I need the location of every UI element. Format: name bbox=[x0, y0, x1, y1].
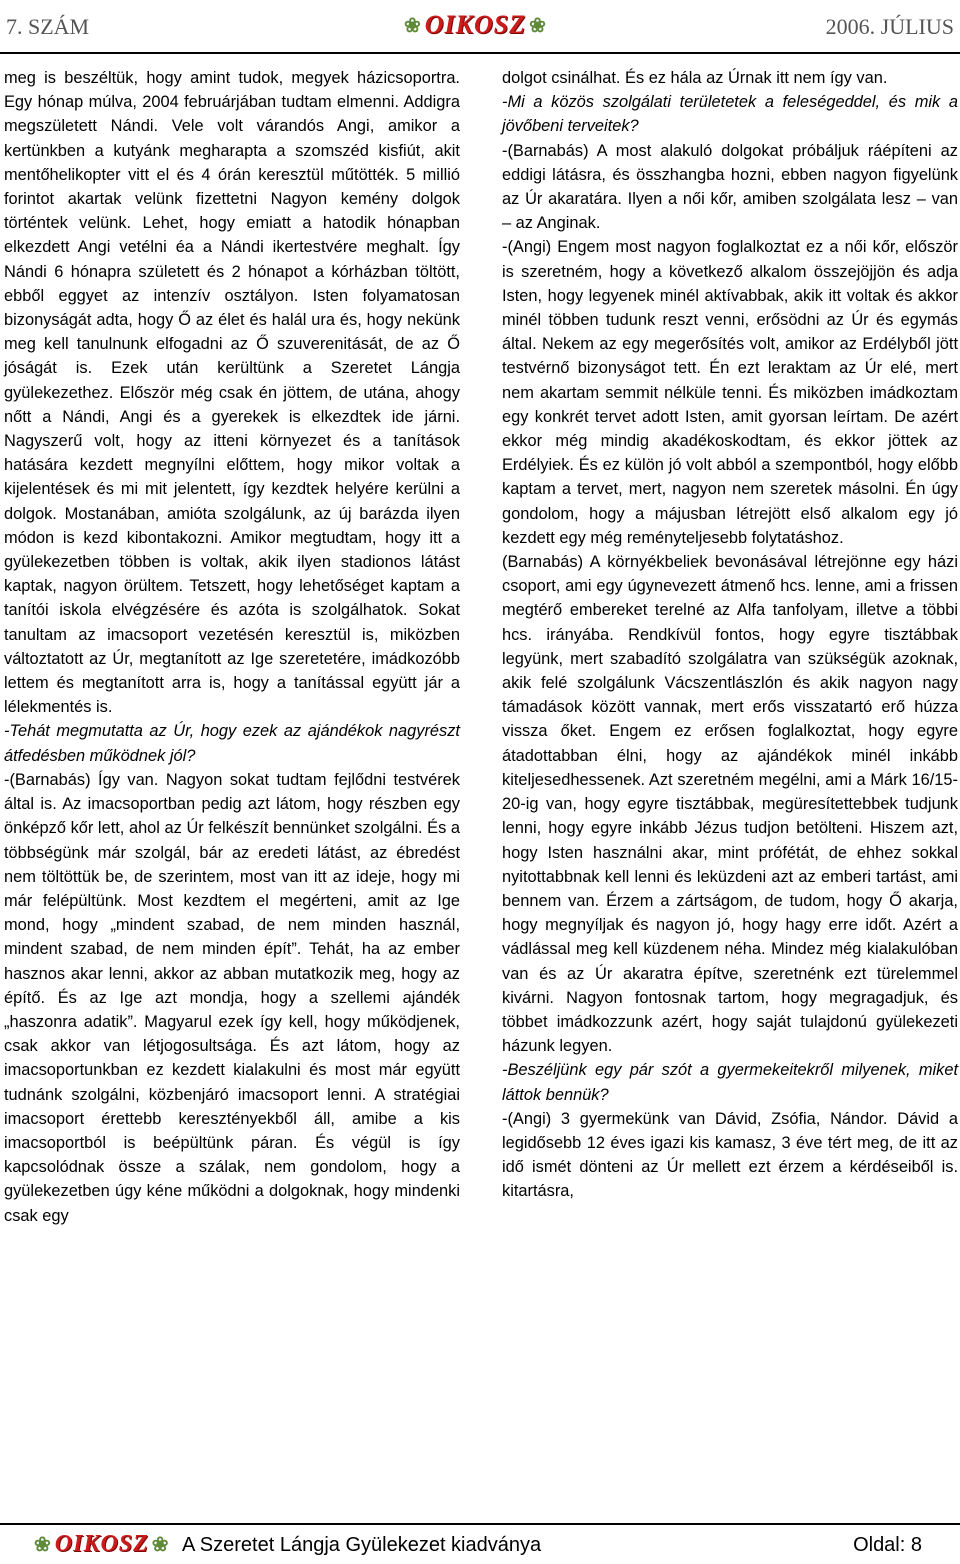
issue-number: 7. SZÁM bbox=[6, 14, 90, 39]
paragraph: -(Angi) Engem most nagyon foglalkoztat ez a női kőr, először is szeretném, hogy a következő alkalom összejöjjön és adja Isten, hogy legyenek minél aktívabbak, akik itt voltak és akkor minél többen tudunk reszt venni, erősödni az Úr és egymás által. Nekem az egy megerősítés volt, amikor az Erdélyből jött testvérnő bizonyságot tett. Én ezt leraktam az Úr elé, mert nem akartam semmit nélküle tenni. És miközben imádkoztam egy konkrét tervet adott Isten, amit gyorsan leírtam. De azért ekkor még mindig akadékoskodtam, és ekkor jöttek az Erdélyiek. És ez külön jó volt abból a szempontból, hogy előbb kaptam a tervet, mert, nagyon nem szeretek másolni. Én úgy gondolom, hogy a májusban létrejött első alkalom egy jó kezdett egy még reményteljesebb folytatáshoz. bbox=[502, 238, 958, 547]
header-divider bbox=[0, 52, 960, 54]
paragraph: meg is beszéltük, hogy amint tudok, megyek házicsoportra. Egy hónap múlva, 2004 februárjában tudtam elmenni. Addigra megszületett Nándi. Vele volt várandós Angi, amikor a kertünkben a kutyánk megharapta a szomszéd kisfiút, akit mentőhelikopter vitt el és 4 órán keresztül műtötték. 5 millió forintot akartak velünk fizettetni Nagyon kemény dolgok történtek velünk. Lehet, hogy emiatt a hatodik hónapban elkezdett Angi vetélni éa a Nándi ikertestvére meghalt. Így Nándi 6 hónapra született és 2 hónapot a kórházban töltött, ebből eggyet az intenzív osztályon. Isten folyamatosan bizonyságát adta, hogy Ő az élet és halál ura és, hogy nekünk meg kell tanulnunk elfogadni az Ő szuverenitását, de az Ő jóságát is. Ezek után kerültünk a Szeretet Lángja gyülekezethez. Először még csak én jöttem, de utána, ahogy nőtt a Nándi, Angi és a gyerekek is elkezdtek ide járni. Nagyszerű volt, hogy az itteni környezet és a tanítások hatására kezdett megnyílni előttem, hogy mikor voltak a kijelentések és mi mit jelentett, így kezdtek helyére kerülni a dolgok. Mostanában, amióta szolgálunk, az új barázda ilyen módon is kezd kibontakozni. Amikor megtudtam, hogy itt a gyülekezetben többen is voltak, akik ilyen stadionos látást kaptak, nagyon örültem. Tetszett, hogy lehetőséget kaptam a tanítói iskola elvégzésére és azóta is szolgálhatok. Sokat tanultam az imacsoport vezetésén keresztül is, miközben változtatott az Úr, megtanított az Ige szeretetére, imádkozóbb lettem és megtanított arra is, hogy a tanítással együtt jár a lélekmentés is. bbox=[4, 69, 460, 717]
issue-date: 2006. JÚLIUS bbox=[825, 14, 954, 39]
leaf-icon: ❀ bbox=[151, 1534, 170, 1556]
interview-question: -Tehát megmutatta az Úr, hogy ezek az ajándékok nagyrészt átfedésben működnek jól? bbox=[4, 722, 460, 765]
logo-text: OIKOSZ bbox=[424, 10, 527, 39]
logo-text: OIKOSZ bbox=[54, 1531, 149, 1557]
paragraph: -(Barnabás) Így van. Nagyon sokat tudtam fejlődni testvérek által is. Az imacsoportban pedig azt látom, hogy részben egy önképző kőr lett, ahol az Úr felkészít bennünket szolgálni. És a többségünk már szolgál, bár az eredeti látást, az ébredést nem töltöttük be, de szerintem, most van itt az ideje, hogy mi már felépültünk. Most kezdtem el megérteni, amit az Ige mond, hogy „mindent szabad, de nem minden használ, mindent szabad, de nem minden épít”. Tehát, ha az ember hasznos akar lenni, akkor az abban mutatkozik meg, hogy az építő. És az Ige azt mondja, hogy a szellemi ajándék „haszonra adatik”. Magyarul ezek így kell, hogy működjenek, csak akkor van létjogosultsága. És azt látom, hogy az imacsoportunkban ez kezdett kialakulni és most már együtt tudnánk szolgálni, közbenjáró imacsoport lenni. A stratégiai imacsoport érettebb keresztényekből áll, amibe a kis imacsoportból is beépültünk páran. És végül is így kapcsolódnak össze a szálak, nem gondolom, hogy a gyülekezetben úgy kéne működni a dolgoknak, hogy mindenki csak egy bbox=[4, 770, 460, 1225]
paragraph: dolgot csinálhat. És ez hála az Úrnak itt nem így van. bbox=[502, 69, 888, 87]
left-column bbox=[4, 66, 460, 1228]
paragraph: -(Angi) 3 gyermekünk van Dávid, Zsófia, Nándor. Dávid a legidősebb 12 éves igazi kis kamasz, 3 éve tért meg, de itt az idő ismét dönteni az Úr mellett ezt érzem a kérdéseiből is. kitartásra, bbox=[502, 1109, 958, 1201]
footer-divider bbox=[0, 1523, 960, 1525]
paragraph: -(Barnabás) A most alakuló dolgokat próbáljuk ráépíteni az eddigi látásra, és összhangba hozni, ebben nagyon figyelünk az Úr akaratára. Ilyen a női kőr, amiben szolgálata lesz – van – az Anginak. bbox=[502, 141, 958, 233]
oikosz-logo bbox=[404, 10, 547, 40]
leaf-icon: ❀ bbox=[404, 14, 422, 37]
interview-question: -Mi a közös szolgálati területetek a feleségeddel, és mik a jövőbeni terveitek? bbox=[502, 93, 958, 136]
page-footer bbox=[0, 1528, 960, 1564]
oikosz-logo bbox=[34, 1531, 170, 1558]
interview-question: -Beszéljünk egy pár szót a gyermekeitekről milyenek, miket láttok bennük? bbox=[502, 1061, 958, 1104]
publisher-note: A Szeretet Lángja Gyülekezet kiadványa bbox=[182, 1534, 542, 1556]
leaf-icon: ❀ bbox=[34, 1534, 52, 1556]
page-number: Oldal: 8 bbox=[853, 1534, 922, 1556]
right-column bbox=[502, 66, 958, 1204]
paragraph: (Barnabás) A környékbeliek bevonásával létrejönne egy házi csoport, ami egy úgynevezett átmenő hcs. lenne, ami a frissen megtérő embereket terelné az Alfa tanfolyam, illetve a többi hcs. irányába. Rendkívül fontos, hogy egyre tisztábbak legyünk, mert szabadító szolgálatra van szükségük azoknak, akik felé szolgálunk Vácszentlászlón és akik nagyon nagy támadások között vannak, mert erős visszatartó erő húzza vissza őket. Engem ez erősen foglalkoztat, hogy egyre átadottabban élni, hogy az ajándékok minél inkább kiteljesedhessenek. Azt szeretném megélni, ami a Márk 16/15-20-ig van, hogy egyre tisztábbak, megüresítettebbek tudjunk lenni, hogy egyre inkább Jézus tudjon betölteni. Hiszem azt, hogy Isten használni akar, mint prófétát, de ehhez sokkal nyitottabbnak kell lenni és leküzdeni azt az emberi tartást, ami bennem van. Érzem a zártságom, de tudom, hogy Ő akarja, hogy megnyíljak és nagyon jó, hogy hagy erre időt. Azért a vádlással meg kell küzdenem néha. Mindez még kialakulóban van és az Úr akaratra építve, szeretnénk ezt türelemmel kivárni. Nagyon fontosnak tartom, hogy megragadjuk, és többet imádkozzunk azért, hogy saját tulajdonú gyülekezeti házunk legyen. bbox=[502, 553, 958, 1056]
page-header bbox=[0, 0, 960, 56]
leaf-icon: ❀ bbox=[529, 14, 547, 37]
